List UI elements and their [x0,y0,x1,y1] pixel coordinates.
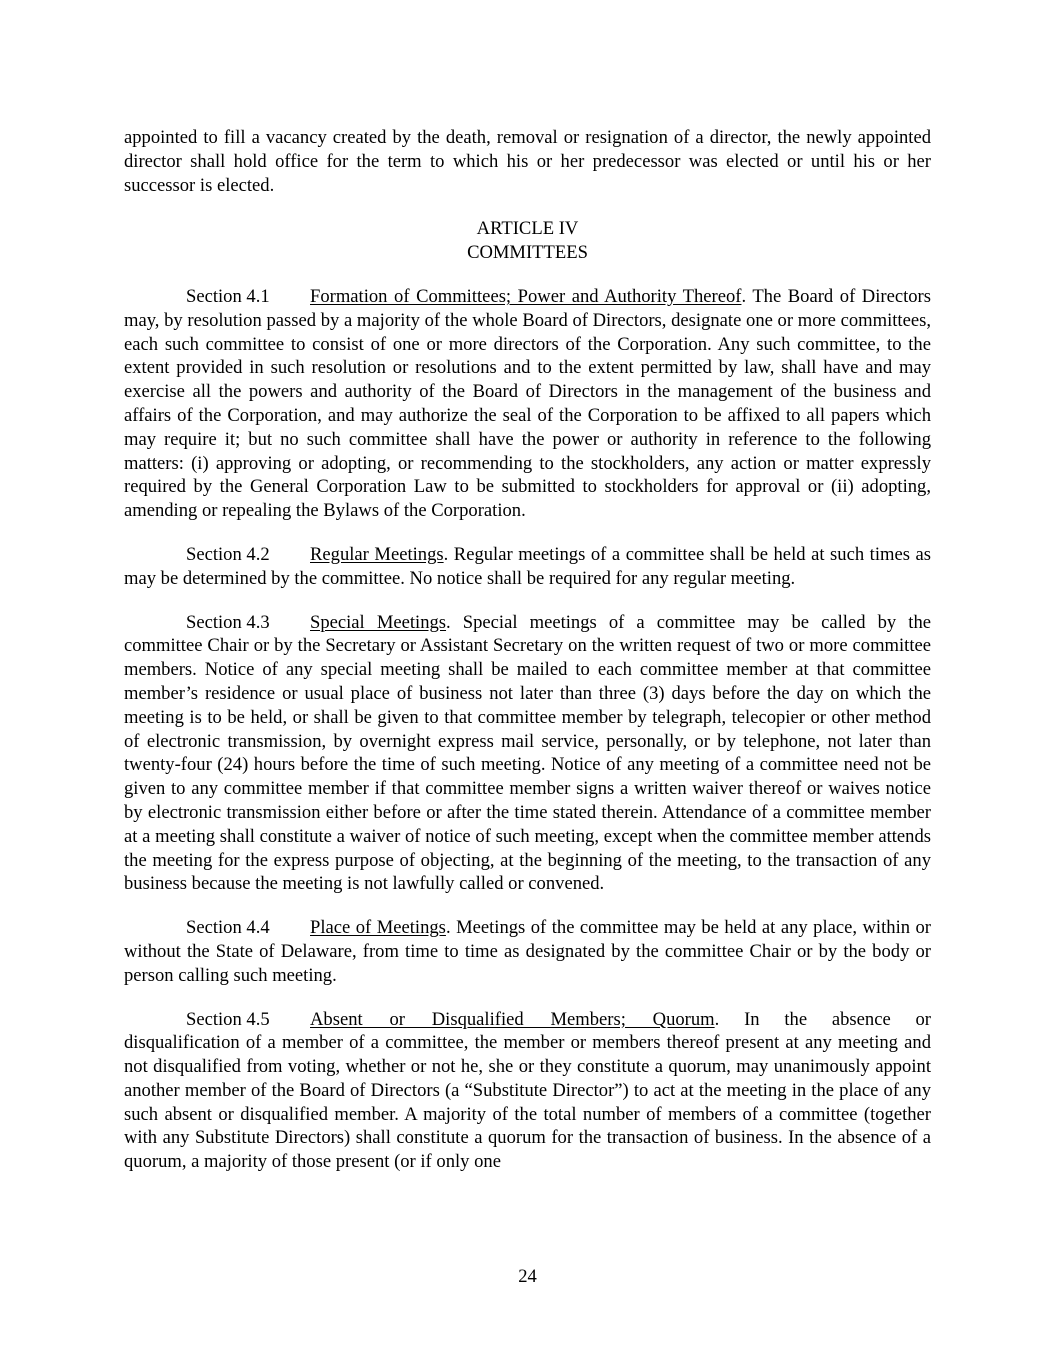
section-title: Formation of Committees; Power and Authority Thereof [310,285,742,307]
section-number: Section 4.5 [186,1008,270,1030]
section-title: Special Meetings [310,611,447,633]
section-body: . The Board of Directors may, by resolution passed by a majority of the whole Board of Directors, designate one or more committees, each such committee to consist of one or more directors of the Corporation. Any such committee, to the extent provided in such resolution or resolutions and to the extent permitted by law, shall have and may exercise all the powers and authority of the Board of Directors in the management of the business and affairs of the Corporation, and may authorize the seal of the Corporation to be affixed to all papers which may require it; but no such committee shall have the power or authority in reference to the following matters: (i) approving or adopting, or recommending to the stockholders, any action or matter expressly required by the General Corporation Law to be submitted to stockholders for approval or (ii) adopting, amending or repealing the Bylaws of the Corporation. [124,285,931,522]
section-title: Regular Meetings [310,543,444,565]
section-number: Section 4.2 [186,543,270,565]
section-4-4 [124,916,931,987]
section-body: . Meetings of the committee may be held at any place, within or without the State of Delaware, from time to time as designated by the committee Chair or by the body or person calling such meeting. [124,917,931,986]
page-number: 24 [518,1266,537,1287]
section-4-2 [124,543,931,591]
section-title: Place of Meetings [310,917,446,939]
article-title: COMMITTEES [467,242,588,264]
section-body: . Special meetings of a committee may be called by the committee Chair or by the Secretary or Assistant Secretary on the written request of two or more committee members. Notice of any special meeting shall be mailed to each committee member at that committee member’s residence or usual place of business not later than three (3) days before the day on which the meeting is to be held, or shall be given to that committee member by telegraph, telecopier or other method of electronic transmission, by overnight express mail service, personally, or by telephone, not later than twenty-four (24) hours before the time of such meeting. Notice of any meeting of a committee need not be given to any committee member if that committee member signs a written waiver thereof or waives notice by electronic transmission either before or after the time stated therein. Attendance of a committee member at a meeting shall constitute a waiver of notice of such meeting, except when the committee member attends the meeting for the express purpose of objecting, at the beginning of the meeting, to the transaction of any business because the meeting is not lawfully called or convened. [124,611,931,895]
section-body-first-line: . In the absence or [714,1008,932,1030]
section-body: . Regular meetings of a committee shall be held at such times as may be determined by the committee. No notice shall be required for any regular meeting. [124,543,931,589]
article-heading [124,217,931,265]
section-4-1 [124,285,931,523]
continuation-paragraph: appointed to fill a vacancy created by the death, removal or resignation of a director, the newly appointed director shall hold office for the term to which his or her predecessor was elected or until his or her successor is elected. [124,127,931,196]
section-title: Absent or Disqualified Members; Quorum [310,1008,715,1030]
document-page [124,126,931,1194]
section-body: disqualification of a member of a committee, the member or members thereof present at any meeting and not disqualified from voting, whether or not he, she or they constitute a quorum, may unanimously appoint another member of the Board of Directors (a “Substitute Director”) to act at the meeting in the place of any such absent or disqualified member. A majority of the total number of members of a committee (together with any Substitute Directors) shall constitute a quorum for the transaction of business. In the absence of a quorum, a majority of those present (or if only one [124,1032,931,1173]
section-number: Section 4.3 [186,611,270,633]
section-number: Section 4.4 [186,917,270,939]
article-number: ARTICLE IV [476,218,579,240]
section-number: Section 4.1 [186,285,270,307]
section-4-3 [124,611,931,897]
section-4-5 [124,1008,931,1175]
